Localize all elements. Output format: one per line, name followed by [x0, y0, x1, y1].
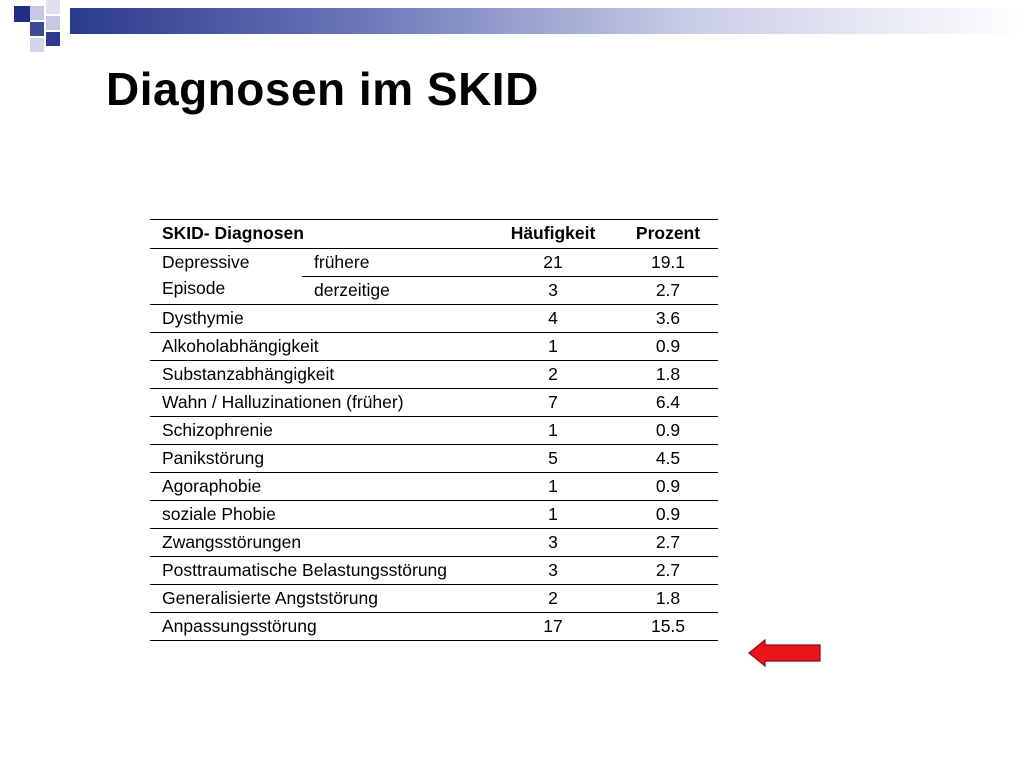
frequency-cell: 7	[488, 389, 618, 417]
percent-cell: 3.6	[618, 305, 718, 333]
table-row	[150, 585, 718, 613]
decor-square	[30, 22, 44, 36]
table-row	[150, 389, 718, 417]
percent-cell: 2.7	[618, 277, 718, 305]
depressive-label: Depressive Episode	[150, 249, 302, 305]
table-row	[150, 501, 718, 529]
header-frequency: Häufigkeit	[488, 220, 618, 249]
header-band	[0, 0, 1024, 48]
decor-square	[30, 38, 44, 52]
percent-cell: 1.8	[618, 585, 718, 613]
frequency-cell: 3	[488, 557, 618, 585]
percent-cell: 0.9	[618, 473, 718, 501]
diagnosis-cell: soziale Phobie	[150, 501, 488, 529]
table-header-row	[150, 220, 718, 249]
percent-cell: 0.9	[618, 417, 718, 445]
diagnosis-cell: Generalisierte Angststörung	[150, 585, 488, 613]
frequency-cell: 1	[488, 417, 618, 445]
diagnosis-cell: Wahn / Halluzinationen (früher)	[150, 389, 488, 417]
diagnosis-cell: Substanzabhängigkeit	[150, 361, 488, 389]
frequency-cell: 3	[488, 529, 618, 557]
table-row	[150, 249, 718, 277]
table-row	[150, 305, 718, 333]
percent-cell: 0.9	[618, 333, 718, 361]
frequency-cell: 2	[488, 361, 618, 389]
diagnosis-cell: Alkoholabhängigkeit	[150, 333, 488, 361]
percent-cell: 1.8	[618, 361, 718, 389]
table-row	[150, 473, 718, 501]
frequency-cell: 5	[488, 445, 618, 473]
depressive-sub-label: derzeitige	[302, 277, 488, 305]
frequency-cell: 1	[488, 333, 618, 361]
percent-cell: 4.5	[618, 445, 718, 473]
frequency-cell: 4	[488, 305, 618, 333]
table-row	[150, 445, 718, 473]
decor-square	[46, 32, 60, 46]
diagnosis-cell: Dysthymie	[150, 305, 488, 333]
percent-cell: 19.1	[618, 249, 718, 277]
percent-cell: 2.7	[618, 557, 718, 585]
table-row	[150, 361, 718, 389]
diagnosis-cell: Schizophrenie	[150, 417, 488, 445]
decor-square	[46, 16, 60, 30]
table-row	[150, 333, 718, 361]
table-row	[150, 613, 718, 641]
decor-square	[30, 6, 44, 20]
slide-title: Diagnosen im SKID	[106, 63, 539, 115]
diagnosis-cell: Panikstörung	[150, 445, 488, 473]
frequency-cell: 3	[488, 277, 618, 305]
frequency-cell: 1	[488, 501, 618, 529]
header-diagnosis: SKID- Diagnosen	[150, 220, 488, 249]
table-row	[150, 417, 718, 445]
frequency-cell: 21	[488, 249, 618, 277]
diagnosis-cell: Posttraumatische Belastungsstörung	[150, 557, 488, 585]
header-gradient-bar	[70, 8, 1024, 34]
frequency-cell: 1	[488, 473, 618, 501]
table-row	[150, 557, 718, 585]
left-arrow-icon	[748, 639, 822, 667]
decor-square	[14, 6, 30, 22]
diagnosis-cell: Zwangsstörungen	[150, 529, 488, 557]
percent-cell: 0.9	[618, 501, 718, 529]
table-row	[150, 529, 718, 557]
frequency-cell: 2	[488, 585, 618, 613]
percent-cell: 2.7	[618, 529, 718, 557]
percent-cell: 6.4	[618, 389, 718, 417]
depressive-sub-label: frühere	[302, 249, 488, 277]
decor-square	[46, 0, 60, 14]
diagnosis-table	[150, 219, 718, 641]
diagnosis-cell: Agoraphobie	[150, 473, 488, 501]
frequency-cell: 17	[488, 613, 618, 641]
diagnosis-cell: Anpassungsstörung	[150, 613, 488, 641]
percent-cell: 15.5	[618, 613, 718, 641]
header-percent: Prozent	[618, 220, 718, 249]
